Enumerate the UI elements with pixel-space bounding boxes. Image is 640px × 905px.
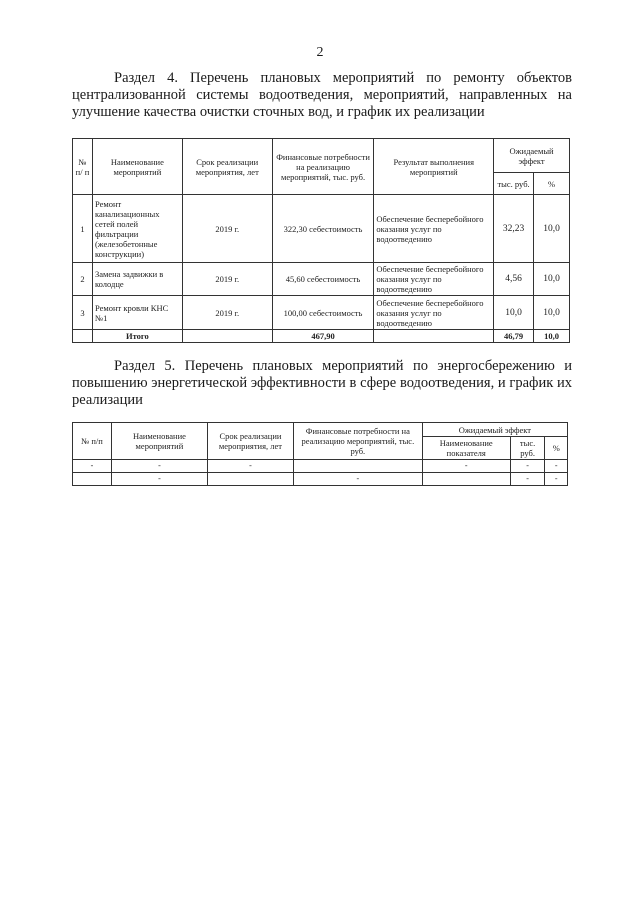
section-4-heading <box>72 70 572 121</box>
row-num <box>73 473 112 486</box>
row-thous: - <box>510 473 545 486</box>
row-num: 3 <box>73 296 93 330</box>
col-effect-pct-header: % <box>545 437 568 460</box>
row-period: 2019 г. <box>182 296 272 330</box>
col-finance-header: Финансовые потребности на реализацию мероприятий, тыс. руб. <box>272 139 374 195</box>
col-period-header: Срок реализации мероприятия, лет <box>207 423 293 460</box>
row-pct: 10,0 <box>534 195 570 263</box>
table-row <box>73 473 568 486</box>
table-header-row <box>73 423 568 437</box>
row-finance: 322,30 себестоимость <box>272 195 374 263</box>
col-effect-thous-header: тыс. руб. <box>494 173 534 195</box>
col-effect-thous-header: тыс. руб. <box>510 437 545 460</box>
row-indicator: - <box>422 460 510 473</box>
col-period-header: Срок реализации мероприятия, лет <box>182 139 272 195</box>
col-num-header: № п/ п <box>73 139 93 195</box>
row-period <box>207 473 293 486</box>
row-result: Обеспечение бесперебойного оказания услуг по водоотведению <box>374 263 494 296</box>
row-num: 2 <box>73 263 93 296</box>
section-5-heading-text: Раздел 5. Перечень плановых мероприятий по энергосбережению и повышению энергетической эффективности в сфере водоотведения, и график их реализации <box>72 358 572 408</box>
row-thous: 10,0 <box>494 296 534 330</box>
section-4-heading-text: Раздел 4. Перечень плановых мероприятий по ремонту объектов централизованной системы водоотведения, мероприятий, направленных на улучшение качества очистки сточных вод, и график их реализации <box>72 70 572 120</box>
table-header-row <box>73 139 570 173</box>
table-total-row <box>73 330 570 343</box>
row-pct: - <box>545 473 568 486</box>
section-5-heading <box>72 358 572 409</box>
row-thous: - <box>510 460 545 473</box>
row-name: Ремонт канализационных сетей полей фильтрации (железобетонные конструкции) <box>92 195 182 263</box>
row-name: Ремонт кровли КНС №1 <box>92 296 182 330</box>
row-finance <box>293 460 422 473</box>
col-effect-header: Ожидаемый эффект <box>494 139 570 173</box>
col-indicator-header: Наименование показателя <box>422 437 510 460</box>
col-result-header: Результат выполнения мероприятий <box>374 139 494 195</box>
row-finance: 45,60 себестоимость <box>272 263 374 296</box>
total-pct: 10,0 <box>534 330 570 343</box>
table-row <box>73 460 568 473</box>
row-pct: - <box>545 460 568 473</box>
page-number: 2 <box>316 45 324 60</box>
total-empty-cell <box>182 330 272 343</box>
section-5-table <box>72 422 568 486</box>
row-period: 2019 г. <box>182 195 272 263</box>
row-name: - <box>111 473 207 486</box>
table-row <box>73 263 570 296</box>
col-num-header: № п/п <box>73 423 112 460</box>
row-result: Обеспечение бесперебойного оказания услуг по водоотведению <box>374 296 494 330</box>
row-thous: 32,23 <box>494 195 534 263</box>
row-finance: 100,00 себестоимость <box>272 296 374 330</box>
total-empty-cell <box>374 330 494 343</box>
table-row <box>73 296 570 330</box>
col-name-header: Наименование мероприятий <box>92 139 182 195</box>
col-effect-header: Ожидаемый эффект <box>422 423 567 437</box>
total-label: Итого <box>92 330 182 343</box>
row-pct: 10,0 <box>534 263 570 296</box>
col-finance-header: Финансовые потребности на реализацию мероприятий, тыс. руб. <box>293 423 422 460</box>
row-result: Обеспечение бесперебойного оказания услуг по водоотведению <box>374 195 494 263</box>
total-empty-cell <box>73 330 93 343</box>
row-period: 2019 г. <box>182 263 272 296</box>
total-finance: 467,90 <box>272 330 374 343</box>
row-thous: 4,56 <box>494 263 534 296</box>
row-finance: - <box>293 473 422 486</box>
col-effect-pct-header: % <box>534 173 570 195</box>
row-indicator <box>422 473 510 486</box>
row-name: Замена задвижки в колодце <box>92 263 182 296</box>
row-name: - <box>111 460 207 473</box>
col-name-header: Наименование мероприятий <box>111 423 207 460</box>
table-row <box>73 195 570 263</box>
row-num: - <box>73 460 112 473</box>
row-period: - <box>207 460 293 473</box>
total-thous: 46,79 <box>494 330 534 343</box>
section-4-table <box>72 138 570 343</box>
row-num: 1 <box>73 195 93 263</box>
row-pct: 10,0 <box>534 296 570 330</box>
